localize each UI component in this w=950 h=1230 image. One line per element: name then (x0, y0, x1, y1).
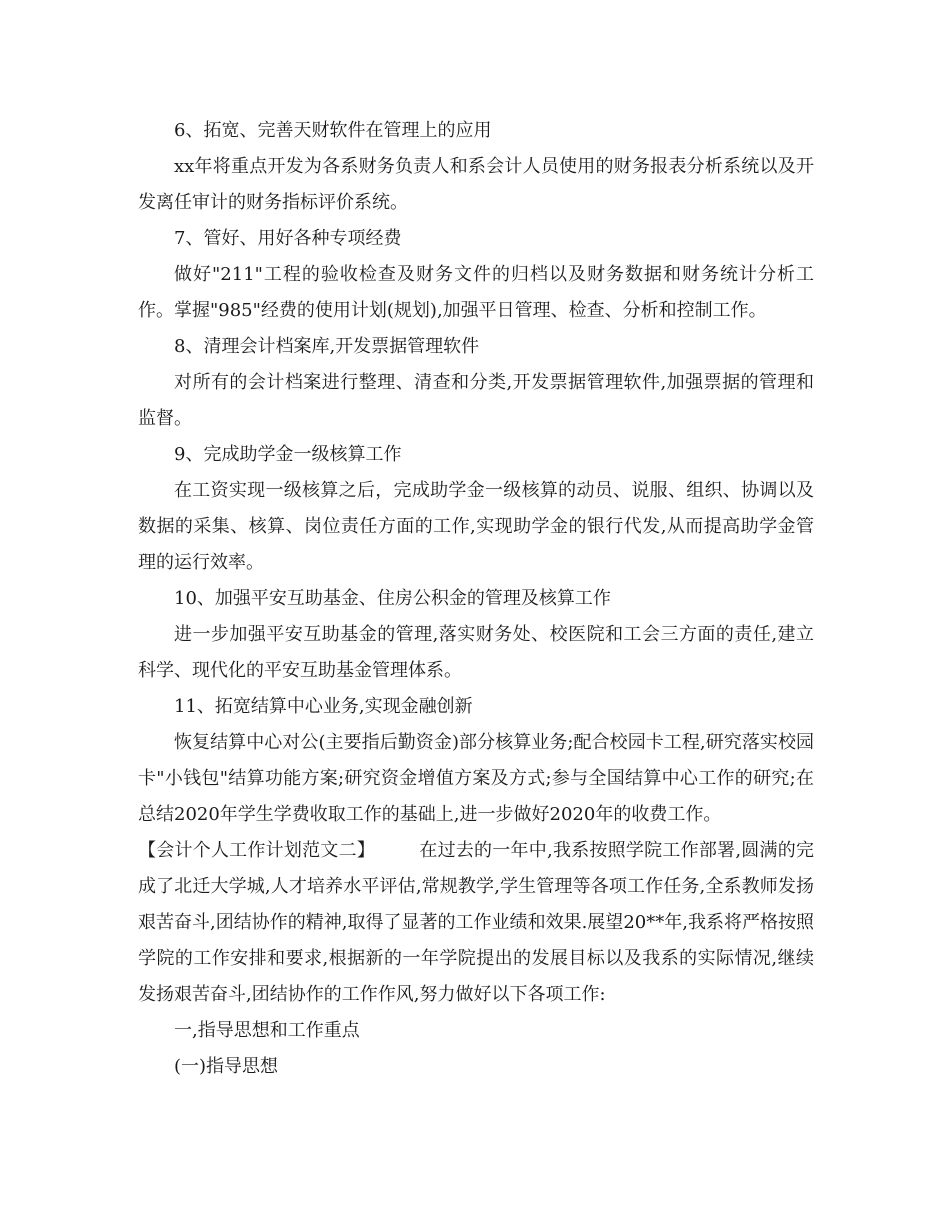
section-heading: 9、完成助学金一级核算工作 (174, 444, 402, 465)
section-heading: 8、清理会计档案库,开发票据管理软件 (174, 336, 480, 357)
body-paragraph: xx年将重点开发为各系财务负责人和系会计人员使用的财务报表分析系统以及开发离任审计的财务指标评价系统。 (138, 156, 814, 213)
section-two-label: 【会计个人工作计划范文二】 (138, 840, 376, 861)
body-paragraph: 恢复结算中心对公(主要指后勤资金)部分核算业务;配合校园卡工程,研究落实校园卡"小钱包"结算功能方案;研究资金增值方案及方式;参与全国结算中心工作的研究;在总结2020年学生学费收取工作的基础上,进一步做好2020年的收费工作。 (138, 732, 814, 825)
section-heading: 7、管好、用好各种专项经费 (174, 228, 402, 249)
section-two-text: 在过去的一年中,我系按照学院工作部署,圆满的完成了北迁大学城,人才培养水平评估,常规教学,学生管理等各项工作任务,全系教师发扬艰苦奋斗,团结协作的精神,取得了显著的工作业绩和效果.展望20**年,我系将严格按照学院的工作安排和要求,根据新的一年学院提出的发展目标以及我系的实际情况,继续发扬艰苦奋斗,团结协作的工作作风,努力做好以下各项工作: (138, 840, 814, 1005)
body-paragraph: 在工资实现一级核算之后，完成助学金一级核算的动员、说服、组织、协调以及数据的采集、核算、岗位责任方面的工作,实现助学金的银行代发,从而提高助学金管理的运行效率。 (138, 480, 814, 573)
section-two-paragraph (138, 833, 814, 1013)
section-heading: 6、拓宽、完善天财软件在管理上的应用 (174, 120, 492, 141)
body-paragraph: 对所有的会计档案进行整理、清查和分类,开发票据管理软件,加强票据的管理和监督。 (138, 372, 814, 429)
body-paragraph: 做好"211"工程的验收检查及财务文件的归档以及财务数据和财务统计分析工作。掌握"985"经费的使用计划(规划),加强平日管理、检查、分析和控制工作。 (138, 264, 814, 321)
outline-heading-2: (一)指导思想 (174, 1056, 279, 1077)
body-paragraph: 进一步加强平安互助基金的管理,落实财务处、校医院和工会三方面的责任,建立科学、现代化的平安互助基金管理体系。 (138, 624, 814, 681)
document-body (138, 113, 814, 1085)
section-heading: 10、加强平安互助基金、住房公积金的管理及核算工作 (174, 588, 611, 609)
section-heading: 11、拓宽结算中心业务,实现金融创新 (174, 696, 473, 717)
outline-heading-1: 一,指导思想和工作重点 (174, 1020, 360, 1041)
